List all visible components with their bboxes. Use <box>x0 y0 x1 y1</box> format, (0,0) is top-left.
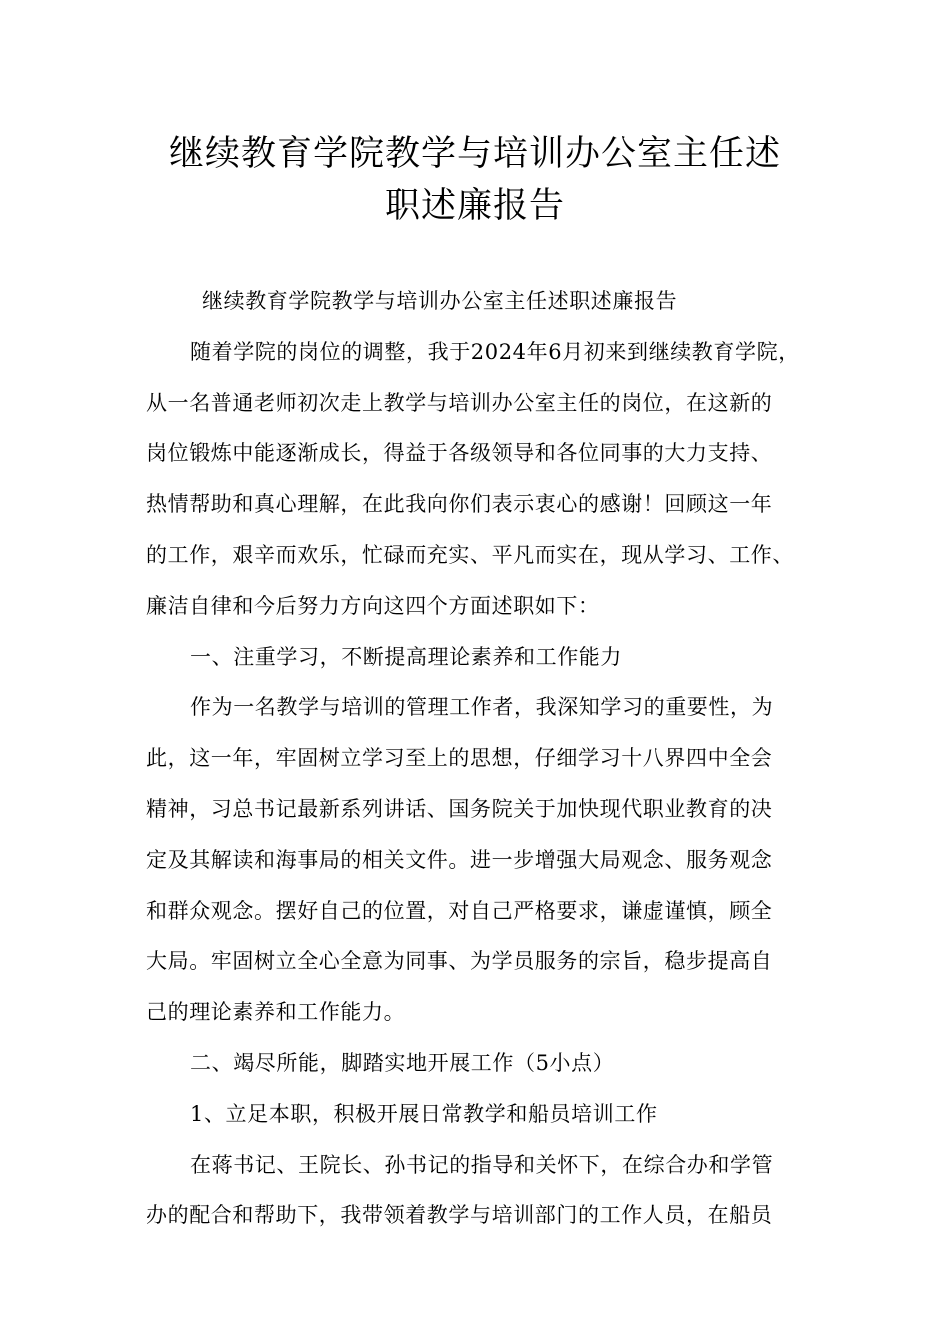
document-body <box>146 281 811 1246</box>
paragraph-line: 的工作，艰辛而欢乐，忙碌而充实、平凡而实在，现从学习、工作、 <box>146 542 794 567</box>
paragraph-line: 随着学院的岗位的调整，我于2024年6月初来到继续教育学院， <box>190 339 800 364</box>
paragraph-line: 作为一名教学与培训的管理工作者，我深知学习的重要性，为 <box>190 695 774 720</box>
paragraph-line: 大局。牢固树立全心全意为同事、为学员服务的宗旨，稳步提高自 <box>146 949 773 974</box>
subtitle-line: 继续教育学院教学与培训办公室主任述职述廉报告 <box>202 289 678 313</box>
paragraph-line: 办的配合和帮助下，我带领着教学与培训部门的工作人员，在船员 <box>146 1203 773 1228</box>
title-line-2: 职述廉报告 <box>384 186 565 226</box>
paragraph-line: 从一名普通老师初次走上教学与培训办公室主任的岗位，在这新的 <box>146 390 773 415</box>
section-heading: 一、注重学习，不断提高理论素养和工作能力 <box>190 644 622 669</box>
paragraph-line: 在蒋书记、王院长、孙书记的指导和关怀下，在综合办和学管 <box>190 1152 774 1177</box>
paragraph-line: 己的理论素养和工作能力。 <box>146 1000 406 1025</box>
paragraph-line: 此，这一年，牢固树立学习至上的思想，仔细学习十八界四中全会 <box>146 746 773 771</box>
paragraph-line: 和群众观念。摆好自己的位置，对自己严格要求，谦虚谨慎，顾全 <box>146 898 773 923</box>
paragraph-line: 精神，习总书记最新系列讲话、国务院关于加快现代职业教育的决 <box>146 796 773 821</box>
paragraph-line: 岗位锻炼中能逐渐成长，得益于各级领导和各位同事的大力支持、 <box>146 441 773 466</box>
subsection-heading: 1、立足本职，积极开展日常教学和船员培训工作 <box>190 1101 658 1126</box>
paragraph-line: 廉洁自律和今后努力方向这四个方面述职如下： <box>146 593 600 618</box>
paragraph-line: 热情帮助和真心理解，在此我向你们表示衷心的感谢！回顾这一年 <box>146 492 773 517</box>
title-line-1: 继续教育学院教学与培训办公室主任述 <box>168 134 781 174</box>
paragraph-line: 定及其解读和海事局的相关文件。进一步增强大局观念、服务观念 <box>146 847 773 872</box>
document-title <box>120 128 830 232</box>
section-heading: 二、竭尽所能，脚踏实地开展工作（5小点） <box>190 1050 615 1075</box>
